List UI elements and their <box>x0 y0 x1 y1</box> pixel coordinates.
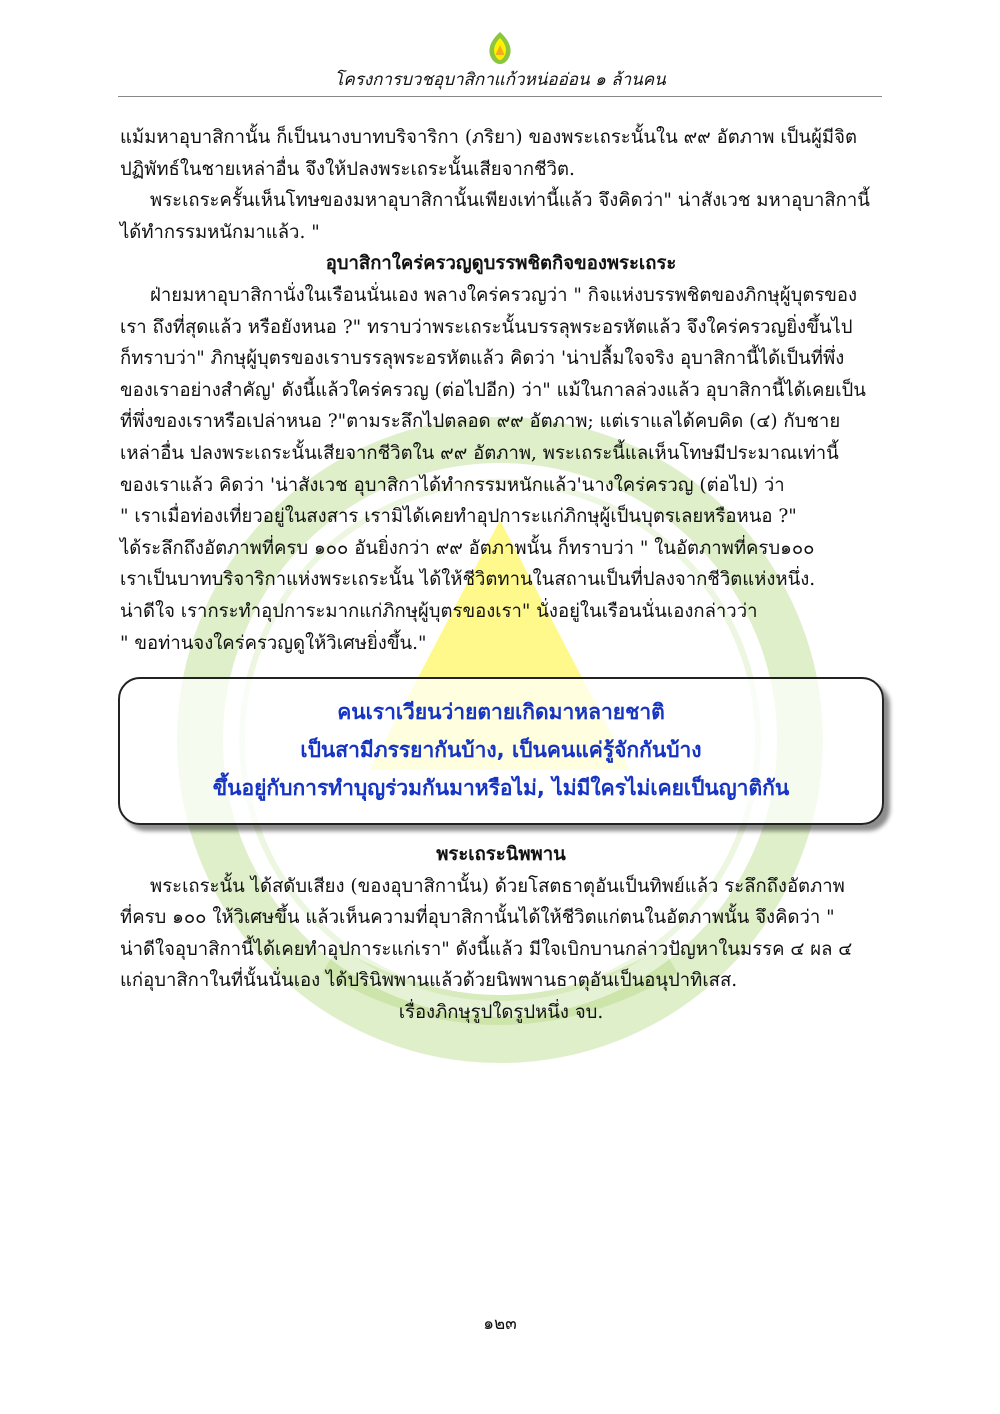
text-line: เรา ถึงที่สุดแล้ว หรือยังหนอ ?" ทราบว่าพระเถระนั้นบรรลุพระอรหัตแล้ว จึงใคร่ครวญยิ่งขึ้นไป <box>120 316 853 338</box>
section-body <box>120 280 882 659</box>
quote-box <box>118 677 884 825</box>
header-divider <box>118 96 882 97</box>
section-heading: พระเถระนิพพาน <box>436 844 566 866</box>
text-line: พระเถระนั้น ได้สดับเสียง (ของอุบาสิกานั้น) ด้วยโสตธาตุอันเป็นทิพย์แล้ว ระลึกถึงอัตภาพ <box>150 875 845 897</box>
lotus-logo-icon <box>484 30 516 66</box>
text-line: เหล่าอื่น ปลงพระเถระนั้นเสียจากชีวิตใน ๙๙ อัตภาพ, พระเถระนี้แลเห็นโทษมีประมาณเท่านี้ <box>120 442 839 464</box>
story-end-line: เรื่องภิกษุรูปใดรูปหนึ่ง จบ. <box>398 1002 604 1024</box>
text-line: น่าดีใจอุบาสิกานี้ได้เคยทำอุปการะแก่เรา" ดังนี้แล้ว มีใจเบิกบานกล่าวปัญหาในมรรค ๔ ผล ๔ <box>120 938 853 960</box>
quote-line: คนเราเวียนว่ายตายเกิดมาหลายชาติ <box>337 700 665 725</box>
text-line: ฝ่ายมหาอุบาสิกานั่งในเรือนนั่นเอง พลางใคร่ครวญว่า " กิจแห่งบรรพชิตของภิกษุผู้บุตรของ <box>150 284 858 306</box>
paragraph: แม้มหาอุบาสิกานั้น ก็เป็นนางบาทบริจาริกา (ภริยา) ของพระเถระนั้นใน ๙๙ อัตภาพ เป็นผู้มีจิตปฏิพัทธ์ในชายเหล่าอื่น จึงให้ปลงพระเถระนั้นเสียจากชีวิต. <box>120 127 857 180</box>
text-line: เราเป็นบาทบริจาริกาแห่งพระเถระนั้น ได้ให้ชีวิตทานในสถานเป็นที่ปลงจากชีวิตแห่งหนึ่ง. <box>120 569 816 591</box>
page-content <box>120 122 882 1029</box>
quote-line: ขึ้นอยู่กับการทำบุญร่วมกันมาหรือไม่, ไม่มีใครไม่เคยเป็นญาติกัน <box>212 776 790 801</box>
text-line: น่าดีใจ เรากระทำอุปการะมากแก่ภิกษุผู้บุตรของเรา" นั่งอยู่ในเรือนนั่นเองกล่าวว่า <box>120 600 758 622</box>
text-line: ที่ครบ ๑๐๐ ให้วิเศษขึ้น แล้วเห็นความที่อุบาสิกานั้นได้ให้ชีวิตแก่ตนในอัตภาพนั้น จึงคิดว่า " <box>120 907 835 929</box>
section-heading: อุบาสิกาใคร่ครวญดูบรรพชิตกิจของพระเถระ <box>325 253 677 275</box>
text-line: ของเราแล้ว คิดว่า 'น่าสังเวช อุบาสิกาได้ทำกรรมหนักแล้ว'นางใคร่ครวญ (ต่อไป) ว่า <box>120 474 785 496</box>
document-header-title: โครงการบวชอุบาสิกาแก้วหน่ออ่อน ๑ ล้านคน <box>334 70 666 90</box>
text-line: ที่พึ่งของเราหรือเปล่าหนอ ?"ตามระลึกไปตลอด ๙๙ อัตภาพ; แต่เราแลได้คบคิด (๔) กับชาย <box>120 411 841 433</box>
text-line: ของเราอย่างสำคัญ' ดังนี้แล้วใคร่ครวญ (ต่อไปอีก) ว่า" แม้ในกาลล่วงแล้ว อุบาสิกานี้ได้เคยเป็น <box>120 379 866 401</box>
text-line: แก่อุบาสิกาในที่นั้นนั่นเอง ได้ปรินิพพานแล้วด้วยนิพพานธาตุอันเป็นอนุปาทิเสส. <box>120 970 738 992</box>
quote-line: เป็นสามีภรรยากันบ้าง, เป็นคนแค่รู้จักกันบ้าง <box>300 738 702 763</box>
text-line: " เราเมื่อท่องเที่ยวอยู่ในสงสาร เรามิได้เคยทำอุปการะแก่ภิกษุผู้เป็นบุตรเลยหรือหนอ ?" <box>120 506 797 528</box>
text-line: ก็ทราบว่า" ภิกษุผู้บุตรของเราบรรลุพระอรหัตแล้ว คิดว่า 'น่าปลื้มใจจริง อุบาสิกานี้ได้เป็นที่พึ่ง <box>120 348 845 370</box>
section-body <box>120 871 882 1029</box>
paragraph: พระเถระครั้นเห็นโทษของมหาอุบาสิกานั้นเพียงเท่านี้แล้ว จึงคิดว่า" น่าสังเวช มหาอุบาสิกานี้ได้ทำกรรมหนักมาแล้ว. " <box>120 190 870 243</box>
page-number: ๑๒๓ <box>483 1314 517 1334</box>
text-line: ได้ระลึกถึงอัตภาพที่ครบ ๑๐๐ อันยิ่งกว่า ๙๙ อัตภาพนั้น ก็ทราบว่า " ในอัตภาพที่ครบ๑๐๐ <box>120 537 815 559</box>
text-line: " ขอท่านจงใคร่ครวญดูให้วิเศษยิ่งขึ้น." <box>120 632 427 654</box>
